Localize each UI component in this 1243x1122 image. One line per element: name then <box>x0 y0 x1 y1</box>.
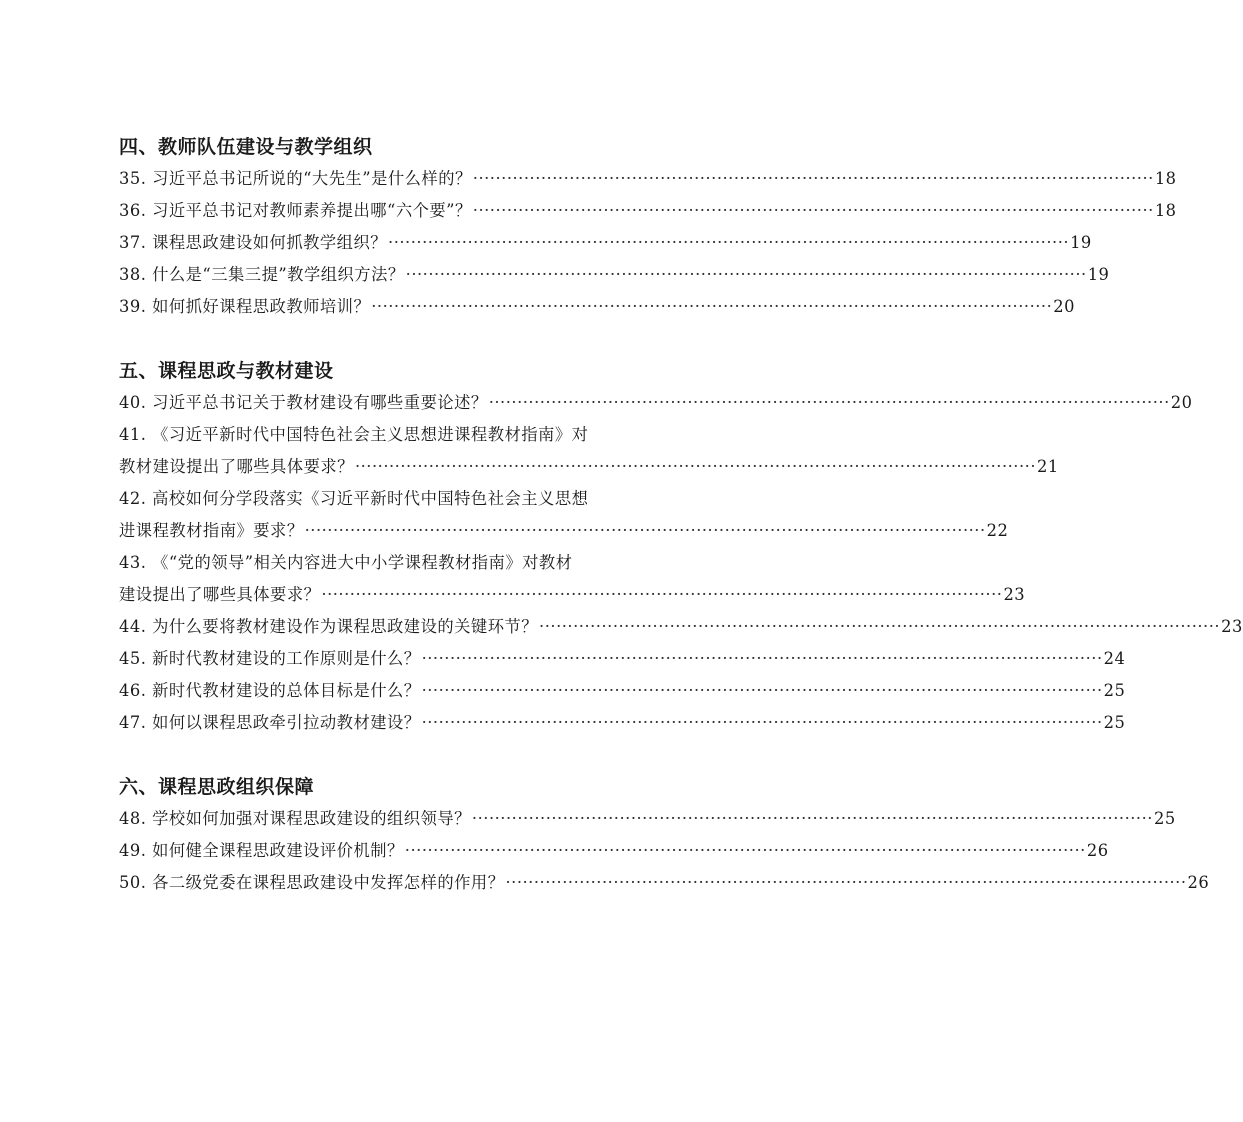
toc-page-number: 21 <box>1037 457 1059 476</box>
dot-leader: ························································································································ <box>388 233 1070 252</box>
toc-page-number: 26 <box>1086 841 1109 860</box>
toc-entry[interactable] <box>119 803 1176 835</box>
toc-page-number: 18 <box>1154 169 1177 188</box>
toc-entry-title: 45. 新时代教材建设的工作原则是什么？ <box>119 649 421 668</box>
toc-section <box>119 131 1177 323</box>
toc-entry[interactable] <box>119 387 1193 419</box>
toc-entry[interactable] <box>119 419 1059 483</box>
toc-entry[interactable] <box>119 611 1243 643</box>
toc-entry[interactable] <box>119 291 1075 323</box>
dot-leader: ························································································································ <box>488 393 1170 412</box>
toc-entry[interactable] <box>119 547 1026 611</box>
dot-leader: ························································································································ <box>354 457 1036 476</box>
toc-entry[interactable] <box>119 707 1126 739</box>
toc-entry-title: 40. 习近平总书记关于教材建设有哪些重要论述？ <box>119 393 488 412</box>
toc-entry-title-line: 43. 《“党的领导”相关内容进大中小学课程教材指南》对教材 <box>119 553 573 572</box>
dot-leader: ························································································································ <box>472 201 1154 220</box>
dot-leader: ························································································································ <box>405 265 1087 284</box>
toc-page-number: 19 <box>1087 265 1110 284</box>
toc-page-number: 25 <box>1153 809 1176 828</box>
dot-leader: ························································································································ <box>421 681 1103 700</box>
toc-entry[interactable] <box>119 227 1092 259</box>
toc-entry[interactable] <box>119 259 1110 291</box>
dot-leader: ························································································································ <box>304 521 986 540</box>
toc-entry-title: 教材建设提出了哪些具体要求？ <box>119 457 354 476</box>
toc-entry[interactable] <box>119 163 1177 195</box>
section-title: 六、课程思政组织保障 <box>119 776 315 798</box>
toc-entry-title: 39. 如何抓好课程思政教师培训？ <box>119 297 371 316</box>
toc-page-number: 25 <box>1103 681 1126 700</box>
dot-leader: ························································································································ <box>471 809 1153 828</box>
section-title: 四、教师队伍建设与教学组织 <box>119 136 373 158</box>
toc-entry[interactable] <box>119 867 1210 899</box>
toc-entry-title: 48. 学校如何加强对课程思政建设的组织领导？ <box>119 809 471 828</box>
toc-entry-title: 46. 新时代教材建设的总体目标是什么？ <box>119 681 421 700</box>
toc-page-number: 23 <box>1003 585 1026 604</box>
toc-page-number: 24 <box>1103 649 1126 668</box>
toc-page-number: 23 <box>1221 617 1243 636</box>
toc-entry-title: 47. 如何以课程思政牵引拉动教材建设？ <box>119 713 421 732</box>
toc-entry-title-line: 41. 《习近平新时代中国特色社会主义思想进课程教材指南》对 <box>119 425 589 444</box>
toc-entry[interactable] <box>119 643 1126 675</box>
dot-leader: ························································································································ <box>371 297 1053 316</box>
toc-entry[interactable] <box>119 835 1109 867</box>
section-title: 五、课程思政与教材建设 <box>119 360 334 382</box>
toc-entry[interactable] <box>119 195 1177 227</box>
dot-leader: ························································································································ <box>321 585 1003 604</box>
toc-entry-title: 49. 如何健全课程思政建设评价机制？ <box>119 841 404 860</box>
toc-page-number: 18 <box>1154 201 1177 220</box>
toc-entry-title: 37. 课程思政建设如何抓教学组织？ <box>119 233 388 252</box>
dot-leader: ························································································································ <box>421 649 1103 668</box>
toc-entry[interactable] <box>119 675 1126 707</box>
toc-entry-title: 36. 习近平总书记对教师素养提出哪“六个要”？ <box>119 201 472 220</box>
dot-leader: ························································································································ <box>472 169 1154 188</box>
table-of-contents <box>119 131 1243 931</box>
dot-leader: ························································································································ <box>404 841 1086 860</box>
toc-entry[interactable] <box>119 483 1009 547</box>
toc-entry-title: 44. 为什么要将教材建设作为课程思政建设的关键环节？ <box>119 617 539 636</box>
toc-page-number: 20 <box>1053 297 1075 316</box>
dot-leader: ························································································································ <box>539 617 1221 636</box>
toc-entry-title: 50. 各二级党委在课程思政建设中发挥怎样的作用？ <box>119 873 505 892</box>
toc-page-number: 25 <box>1103 713 1126 732</box>
toc-entry-title: 35. 习近平总书记所说的“大先生”是什么样的？ <box>119 169 472 188</box>
toc-section <box>119 355 1243 739</box>
toc-section <box>119 771 1210 899</box>
toc-entry-title: 进课程教材指南》要求？ <box>119 521 304 540</box>
toc-entry-title-line: 42. 高校如何分学段落实《习近平新时代中国特色社会主义思想 <box>119 489 589 508</box>
toc-page-number: 19 <box>1070 233 1092 252</box>
toc-entry-title: 建设提出了哪些具体要求？ <box>119 585 321 604</box>
toc-page-number: 26 <box>1187 873 1210 892</box>
dot-leader: ························································································································ <box>505 873 1187 892</box>
toc-page-number: 20 <box>1170 393 1193 412</box>
toc-entry-title: 38. 什么是“三集三提”教学组织方法？ <box>119 265 405 284</box>
dot-leader: ························································································································ <box>421 713 1103 732</box>
toc-page-number: 22 <box>986 521 1009 540</box>
